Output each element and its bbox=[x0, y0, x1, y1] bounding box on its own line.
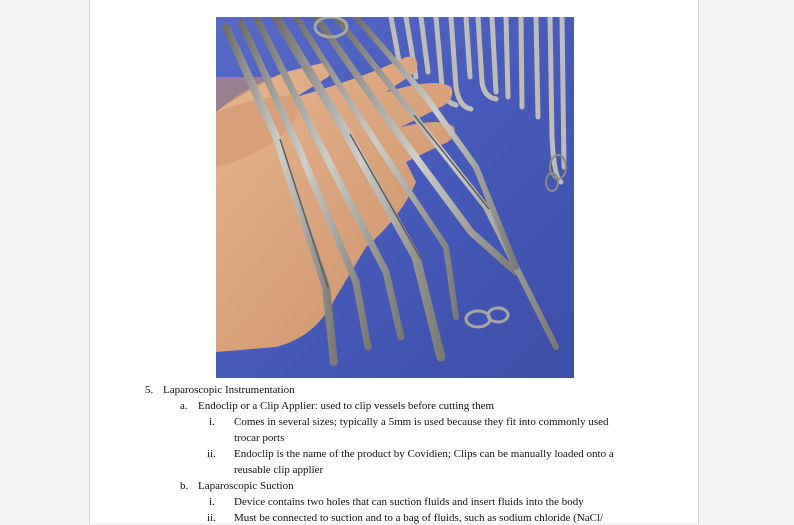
list-marker: a. bbox=[180, 400, 188, 412]
list-item-text: Endoclip or a Clip Applier: used to clip vessels before cutting them bbox=[198, 400, 495, 412]
list-item-a bbox=[180, 399, 495, 413]
list-marker: ii. bbox=[207, 448, 216, 460]
list-item-b bbox=[180, 479, 294, 493]
list-item-text: Comes in several sizes; typically a 5mm is used because they fit into commonly used bbox=[234, 416, 609, 428]
list-item-5 bbox=[145, 383, 295, 397]
list-item-continuation: trocar ports bbox=[234, 432, 285, 444]
list-marker: ii. bbox=[207, 512, 216, 524]
list-item-a-ii bbox=[207, 447, 614, 461]
list-marker: i. bbox=[209, 416, 215, 428]
list-item-continuation: reusable clip applier bbox=[234, 464, 324, 476]
instruments-illustration bbox=[216, 17, 574, 378]
list-item-a-i bbox=[209, 415, 609, 429]
list-item-text: Must be connected to suction and to a bag of fluids, such as sodium chloride (NaCl/ bbox=[234, 512, 604, 524]
list-item-text: Laparoscopic Suction bbox=[198, 480, 294, 492]
list-marker: i. bbox=[209, 496, 215, 508]
document-page bbox=[89, 0, 699, 523]
list-marker: 5. bbox=[145, 384, 154, 396]
list-marker: b. bbox=[180, 480, 189, 492]
list-item-text: Laparoscopic Instrumentation bbox=[163, 384, 295, 396]
list-item-text: Device contains two holes that can suction fluids and insert fluids into the body bbox=[234, 496, 584, 508]
list-item-text: Endoclip is the name of the product by Covidien; Clips can be manually loaded onto a bbox=[234, 448, 614, 460]
list-item-b-i bbox=[209, 495, 584, 509]
instruments-photo bbox=[216, 17, 574, 378]
